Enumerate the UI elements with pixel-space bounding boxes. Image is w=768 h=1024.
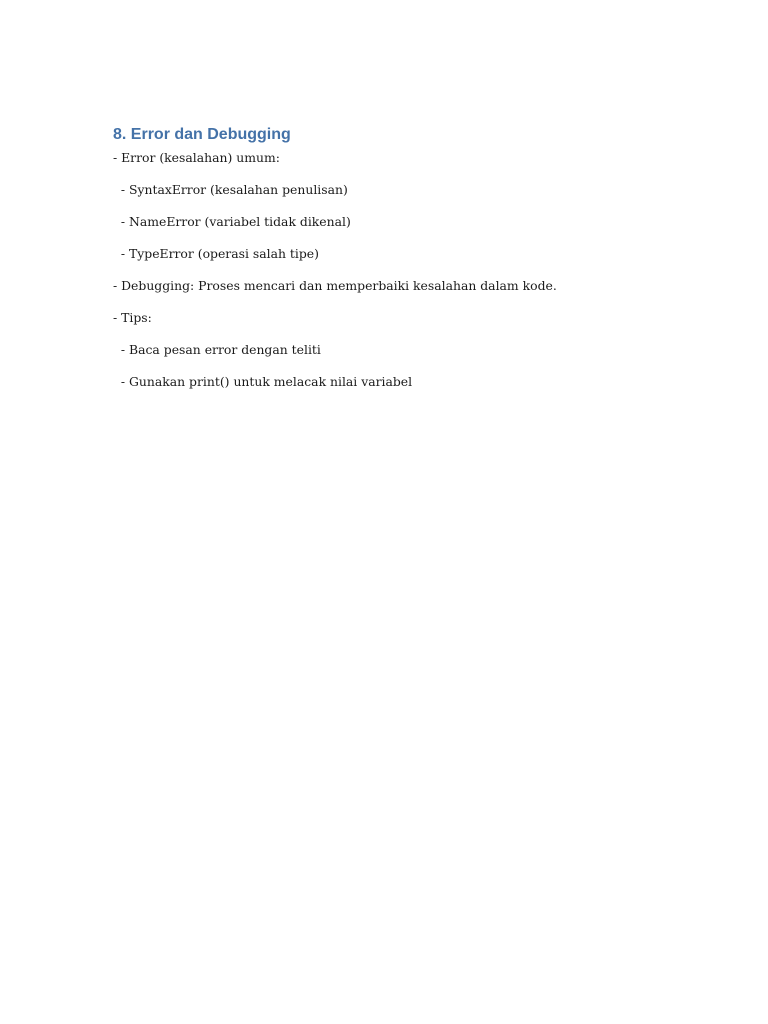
tips-intro: - Tips: <box>113 310 152 325</box>
section-heading: 8. Error dan Debugging <box>113 126 291 143</box>
error-list-intro: - Error (kesalahan) umum: <box>113 150 280 165</box>
list-item-tip-print: - Gunakan print() untuk melacak nilai variabel <box>113 374 413 389</box>
debugging-definition: - Debugging: Proses mencari dan memperbaiki kesalahan dalam kode. <box>113 278 557 293</box>
list-item-type-error: - TypeError (operasi salah tipe) <box>113 246 319 261</box>
list-item-syntax-error: - SyntaxError (kesalahan penulisan) <box>113 182 348 197</box>
list-item-tip-read-error: - Baca pesan error dengan teliti <box>113 342 321 357</box>
list-item-name-error: - NameError (variabel tidak dikenal) <box>113 214 351 229</box>
document-page <box>113 124 673 390</box>
